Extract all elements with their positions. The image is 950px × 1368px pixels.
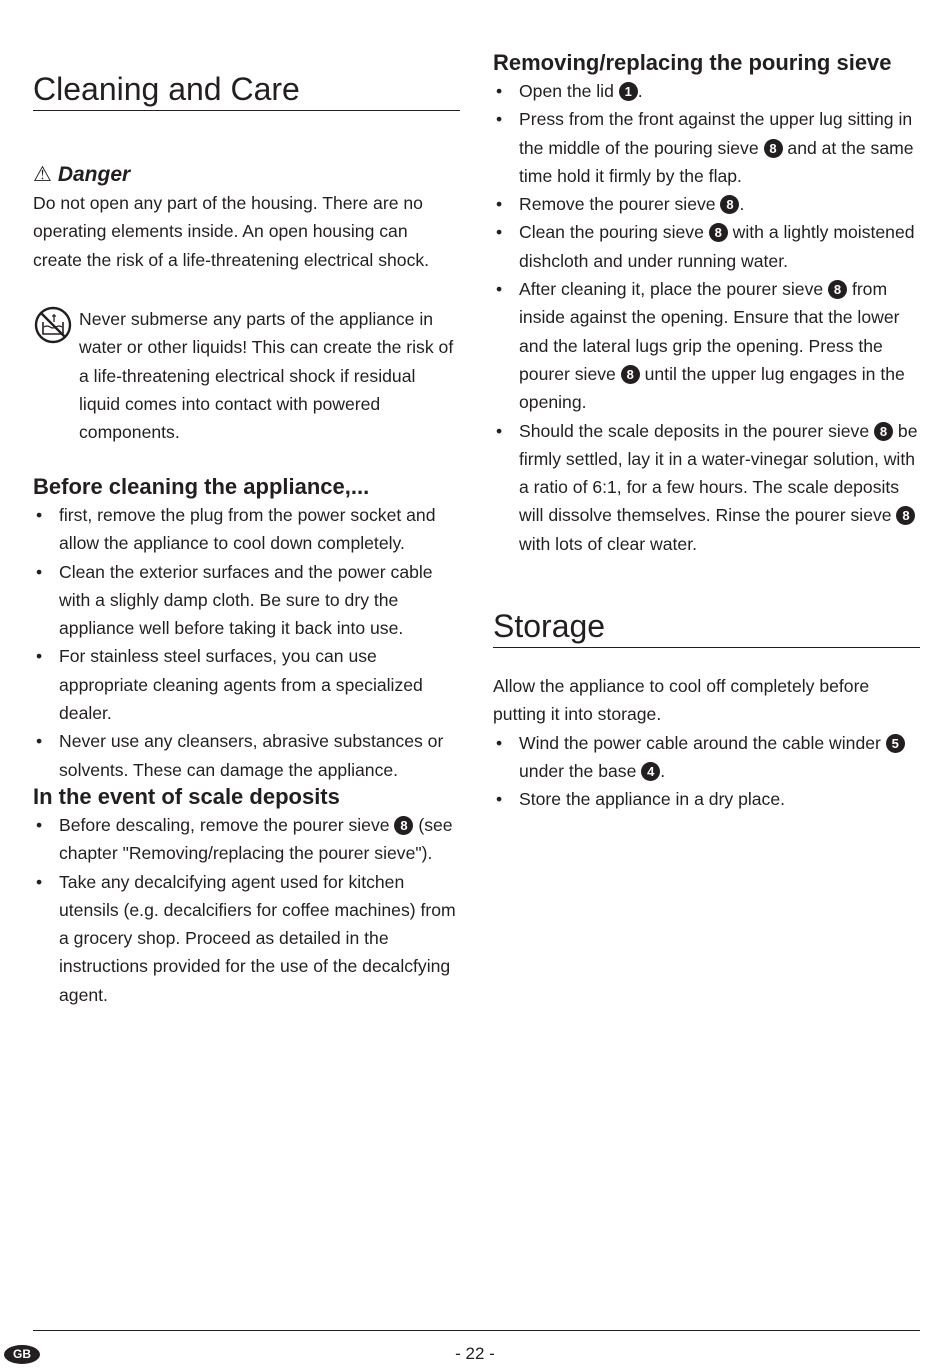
danger-text: Do not open any part of the housing. There are no operating elements inside. An open housing can create the risk of a life-threatening electrical shock. [33,193,430,270]
item-text: with lots of clear water. [519,533,697,554]
list-item [493,417,920,558]
part-number-badge: 1 [619,82,638,101]
warning-triangle-icon: ⚠ [33,163,52,186]
item-text: with a lightly moistened dishcloth and under running water. [519,222,915,271]
list-item: • first, remove the plug from the power socket and allow the appliance to cool down completely. [33,501,460,558]
scale-deposits-list [33,811,460,1009]
storage-list [493,729,920,814]
before-cleaning-section [33,473,460,784]
item-text: and at the same time hold it firmly by the flap. [519,137,914,186]
list-item: • Store the appliance in a dry place. [493,785,920,813]
list-item [493,275,920,416]
item-text: (see chapter "Removing/replacing the pourer sieve"). [59,815,453,864]
item-text: Press from the front against the upper lug sitting in the middle of the pouring sieve [519,109,913,158]
section-title-cleaning: Cleaning and Care [33,70,460,111]
list-item: • Never use any cleansers, abrasive substances or solvents. These can damage the appliance. [33,727,460,784]
part-number-badge: 8 [720,195,739,214]
part-number-badge: 8 [764,139,783,158]
item-text: . [660,760,666,781]
item-text: until the upper lug engages in the opening. [519,363,905,413]
part-number-badge: 8 [709,223,728,242]
scale-deposits-section [33,783,460,1009]
item-text: . [637,81,643,101]
item-text: under the base [519,760,637,781]
part-number-badge: 8 [874,422,893,441]
list-item [493,190,920,218]
item-text: Wind the power cable around the cable winder [519,732,881,753]
scale-deposits-heading: In the event of scale deposits [33,784,340,809]
country-badge: GB [4,1345,40,1364]
item-text: . [739,194,745,215]
no-submerse-block [33,305,460,446]
item-text: Remove the pourer sieve [519,194,716,215]
sieve-list [493,77,920,558]
danger-title: Danger [57,163,131,186]
part-number-badge: 4 [641,762,660,781]
item-text: Should the scale deposits in the pourer sieve [519,420,870,441]
list-item: • Clean the exterior surfaces and the power cable with a slighly damp cloth. Be sure to dry the appliance well before taking it back into use. [33,558,460,643]
list-item: • For stainless steel surfaces, you can use appropriate cleaning agents from a specialized dealer. [33,642,460,727]
footer-divider [33,1330,920,1331]
storage-intro: Allow the appliance to cool off completely before putting it into storage. [493,676,870,725]
part-number-badge: 8 [896,506,915,525]
before-cleaning-list [33,501,460,784]
list-item [493,729,920,786]
danger-block [33,161,460,274]
no-submerse-text: Never submerse any parts of the appliance in water or other liquids! This can create the risk of a life-threatening electrical shock if residual liquid comes into contact with powered components. [79,309,454,443]
no-submerse-icon [33,305,73,345]
item-text: After cleaning it, place the pourer sieve [519,279,824,300]
item-text: Open the lid [519,81,614,101]
item-text: Clean the pouring sieve [519,222,704,243]
section-title-storage: Storage [493,607,920,648]
list-item [33,811,460,868]
item-text: Before descaling, remove the pourer sieve [59,815,390,835]
part-number-badge: 8 [621,365,640,384]
list-item [493,77,920,105]
item-text: be firmly settled, lay it in a water-vinegar solution, with a ratio of 6:1, for a few hours. The scale deposits will dissolve themselves. Rinse the pourer sieve [519,420,918,526]
danger-heading [33,161,460,189]
storage-section [493,672,920,813]
sieve-section [493,49,920,558]
before-cleaning-heading: Before cleaning the appliance,... [33,474,370,499]
part-number-badge: 5 [886,734,905,753]
list-item [493,218,920,275]
sieve-heading: Removing/replacing the pouring sieve [493,50,892,75]
item-text: from inside against the opening. Ensure that the lower and the lateral lugs grip the opening. Press the pourer sieve [519,279,900,384]
part-number-badge: 8 [394,816,413,835]
list-item [493,105,920,190]
part-number-badge: 8 [828,280,847,299]
page-number: - 22 - [455,1344,495,1363]
list-item: • Take any decalcifying agent used for kitchen utensils (e.g. decalcifiers for coffee machines) from a grocery shop. Proceed as detailed in the instructions provided for the use of the decalcfying agent. [33,868,460,1009]
